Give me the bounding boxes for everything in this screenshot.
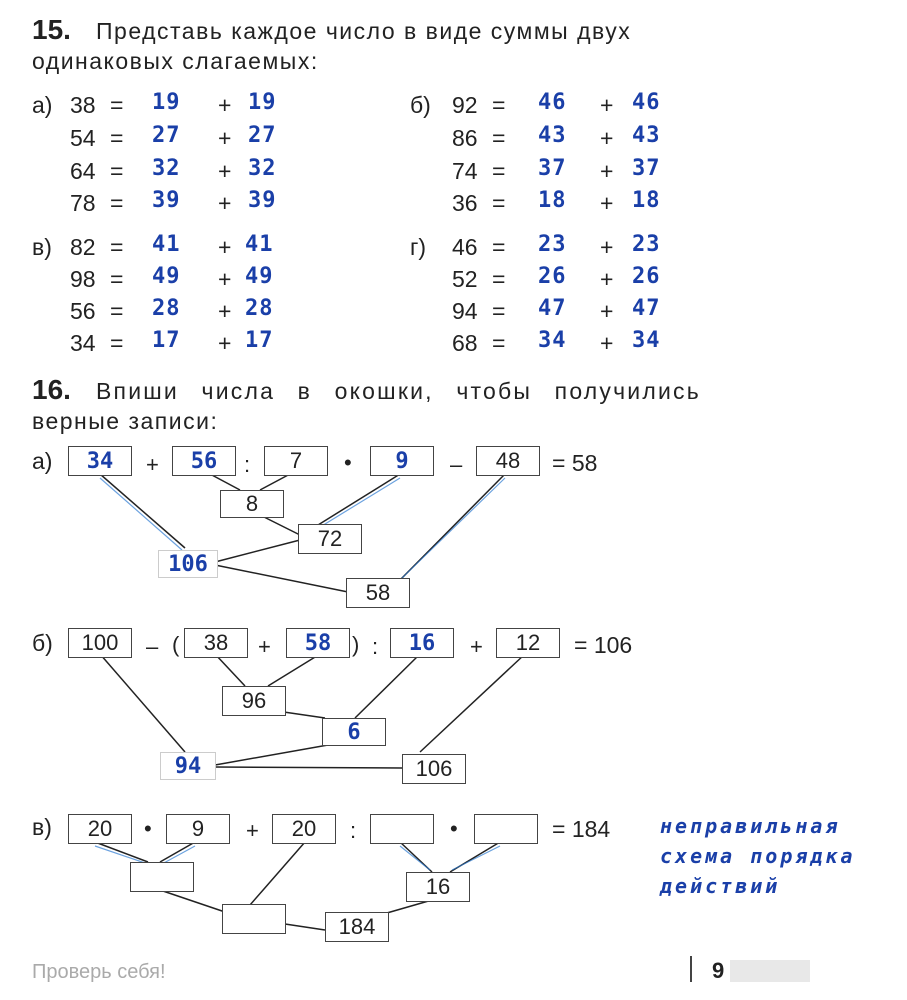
operator: –: [450, 452, 463, 477]
operator: •: [344, 450, 352, 475]
number: 54: [70, 125, 96, 151]
number: 46: [452, 234, 478, 260]
answer-a: 37: [538, 156, 567, 181]
plus-sign: +: [600, 330, 614, 356]
answer-a: 27: [152, 123, 181, 148]
answer-a: 47: [538, 296, 567, 321]
operator: •: [450, 816, 458, 841]
answer-b: 28: [245, 296, 274, 321]
plus-sign: +: [600, 298, 614, 324]
plus-sign: +: [218, 190, 232, 216]
result: = 106: [574, 632, 633, 658]
answer-a: 19: [152, 90, 181, 115]
plus-sign: +: [600, 158, 614, 184]
equals-sign: =: [110, 92, 124, 118]
answer-b: 39: [248, 188, 277, 213]
number: 52: [452, 266, 478, 292]
node-box: 72: [298, 524, 362, 554]
plus-sign: +: [218, 330, 232, 356]
number: 64: [70, 158, 96, 184]
task15-text-1: Представь каждое число в виде суммы двух: [96, 18, 632, 44]
equals-sign: =: [110, 125, 124, 151]
part-label: в): [32, 814, 52, 840]
node-box: 94: [160, 752, 216, 780]
answer-b: 23: [632, 232, 661, 257]
group-label: в): [32, 234, 52, 260]
task16-text-1: Впиши числа в окошки, чтобы получились: [96, 378, 701, 404]
answer-b: 18: [632, 188, 661, 213]
number: 98: [70, 266, 96, 292]
result: = 58: [552, 450, 598, 476]
plus-sign: +: [218, 158, 232, 184]
answer-a: 28: [152, 296, 181, 321]
node-box: 184: [325, 912, 389, 942]
plus-sign: +: [218, 92, 232, 118]
equals-sign: =: [110, 190, 124, 216]
number: 56: [70, 298, 96, 324]
equals-sign: =: [110, 234, 124, 260]
handwritten-note-3: действий: [660, 874, 781, 898]
answer-a: 41: [152, 232, 181, 257]
answer-a: 17: [152, 328, 181, 353]
result: = 184: [552, 816, 611, 842]
handwritten-note-1: неправильная: [660, 814, 841, 838]
plus-sign: +: [218, 234, 232, 260]
answer-box[interactable]: 9: [370, 446, 434, 476]
answer-b: 49: [245, 264, 274, 289]
equals-sign: =: [492, 158, 506, 184]
number: 34: [70, 330, 96, 356]
answer-b: 41: [245, 232, 274, 257]
answer-a: 26: [538, 264, 567, 289]
node-box: [222, 904, 286, 934]
answer-box[interactable]: 56: [172, 446, 236, 476]
node-box: 106: [158, 550, 218, 578]
plus-sign: +: [600, 92, 614, 118]
equals-sign: =: [110, 266, 124, 292]
answer-a: 18: [538, 188, 567, 213]
answer-box[interactable]: [474, 814, 538, 844]
equals-sign: =: [492, 298, 506, 324]
page-number: 9: [712, 958, 725, 983]
task16-text-2: верные записи:: [32, 408, 219, 434]
equals-sign: =: [110, 330, 124, 356]
operator: :: [244, 452, 251, 477]
operator: +: [258, 634, 271, 659]
group-label: а): [32, 92, 53, 118]
part-label: б): [32, 630, 53, 656]
plus-sign: +: [600, 190, 614, 216]
number: 68: [452, 330, 478, 356]
number: 74: [452, 158, 478, 184]
answer-a: 23: [538, 232, 567, 257]
answer-box[interactable]: 48: [476, 446, 540, 476]
answer-b: 17: [245, 328, 274, 353]
task15-text-2: одинаковых слагаемых:: [32, 48, 319, 74]
node-box: 16: [406, 872, 470, 902]
plus-sign: +: [218, 125, 232, 151]
plus-sign: +: [600, 234, 614, 260]
answer-box[interactable]: 7: [264, 446, 328, 476]
equals-sign: =: [110, 158, 124, 184]
answer-box[interactable]: 9: [166, 814, 230, 844]
node-box: 96: [222, 686, 286, 716]
answer-a: 32: [152, 156, 181, 181]
answer-b: 47: [632, 296, 661, 321]
operator: +: [246, 818, 259, 843]
answer-a: 43: [538, 123, 567, 148]
handwritten-note-2: схема порядка: [660, 844, 856, 868]
answer-b: 32: [248, 156, 277, 181]
operator: (: [172, 632, 180, 657]
answer-b: 27: [248, 123, 277, 148]
node-box: 58: [346, 578, 410, 608]
answer-b: 34: [632, 328, 661, 353]
answer-box[interactable]: 38: [184, 628, 248, 658]
operator: +: [146, 452, 159, 477]
node-box: 8: [220, 490, 284, 518]
task16-number: 16.: [32, 374, 71, 405]
answer-b: 19: [248, 90, 277, 115]
answer-box[interactable]: 58: [286, 628, 350, 658]
node-box: [130, 862, 194, 892]
node-box: 6: [322, 718, 386, 746]
operator: :: [350, 818, 357, 843]
equals-sign: =: [492, 266, 506, 292]
answer-b: 43: [632, 123, 661, 148]
operator: ): [352, 632, 360, 657]
answer-a: 34: [538, 328, 567, 353]
plus-sign: +: [600, 125, 614, 151]
answer-box[interactable]: 100: [68, 628, 132, 658]
number: 82: [70, 234, 96, 260]
answer-a: 39: [152, 188, 181, 213]
answer-a: 46: [538, 90, 567, 115]
part-label: а): [32, 448, 53, 474]
group-label: б): [410, 92, 431, 118]
answer-box[interactable]: 34: [68, 446, 132, 476]
node-box: 106: [402, 754, 466, 784]
answer-b: 46: [632, 90, 661, 115]
number: 94: [452, 298, 478, 324]
number: 78: [70, 190, 96, 216]
operator: :: [372, 634, 379, 659]
footer-divider: [690, 956, 692, 982]
equals-sign: =: [492, 92, 506, 118]
operator: +: [470, 634, 483, 659]
answer-box[interactable]: 20: [68, 814, 132, 844]
answer-box[interactable]: 16: [390, 628, 454, 658]
answer-b: 26: [632, 264, 661, 289]
equals-sign: =: [492, 190, 506, 216]
number: 92: [452, 92, 478, 118]
equals-sign: =: [492, 234, 506, 260]
task15-number: 15.: [32, 14, 71, 45]
number: 38: [70, 92, 96, 118]
answer-box[interactable]: [370, 814, 434, 844]
answer-box[interactable]: 20: [272, 814, 336, 844]
equals-sign: =: [110, 298, 124, 324]
equals-sign: =: [492, 125, 506, 151]
answer-box[interactable]: 12: [496, 628, 560, 658]
number: 86: [452, 125, 478, 151]
plus-sign: +: [600, 266, 614, 292]
equals-sign: =: [492, 330, 506, 356]
footer-text: Проверь себя!: [32, 961, 166, 983]
page-number-blur: [730, 960, 810, 982]
operator: •: [144, 816, 152, 841]
operator: –: [146, 634, 159, 659]
answer-a: 49: [152, 264, 181, 289]
plus-sign: +: [218, 266, 232, 292]
number: 36: [452, 190, 478, 216]
plus-sign: +: [218, 298, 232, 324]
answer-b: 37: [632, 156, 661, 181]
group-label: г): [410, 234, 427, 260]
